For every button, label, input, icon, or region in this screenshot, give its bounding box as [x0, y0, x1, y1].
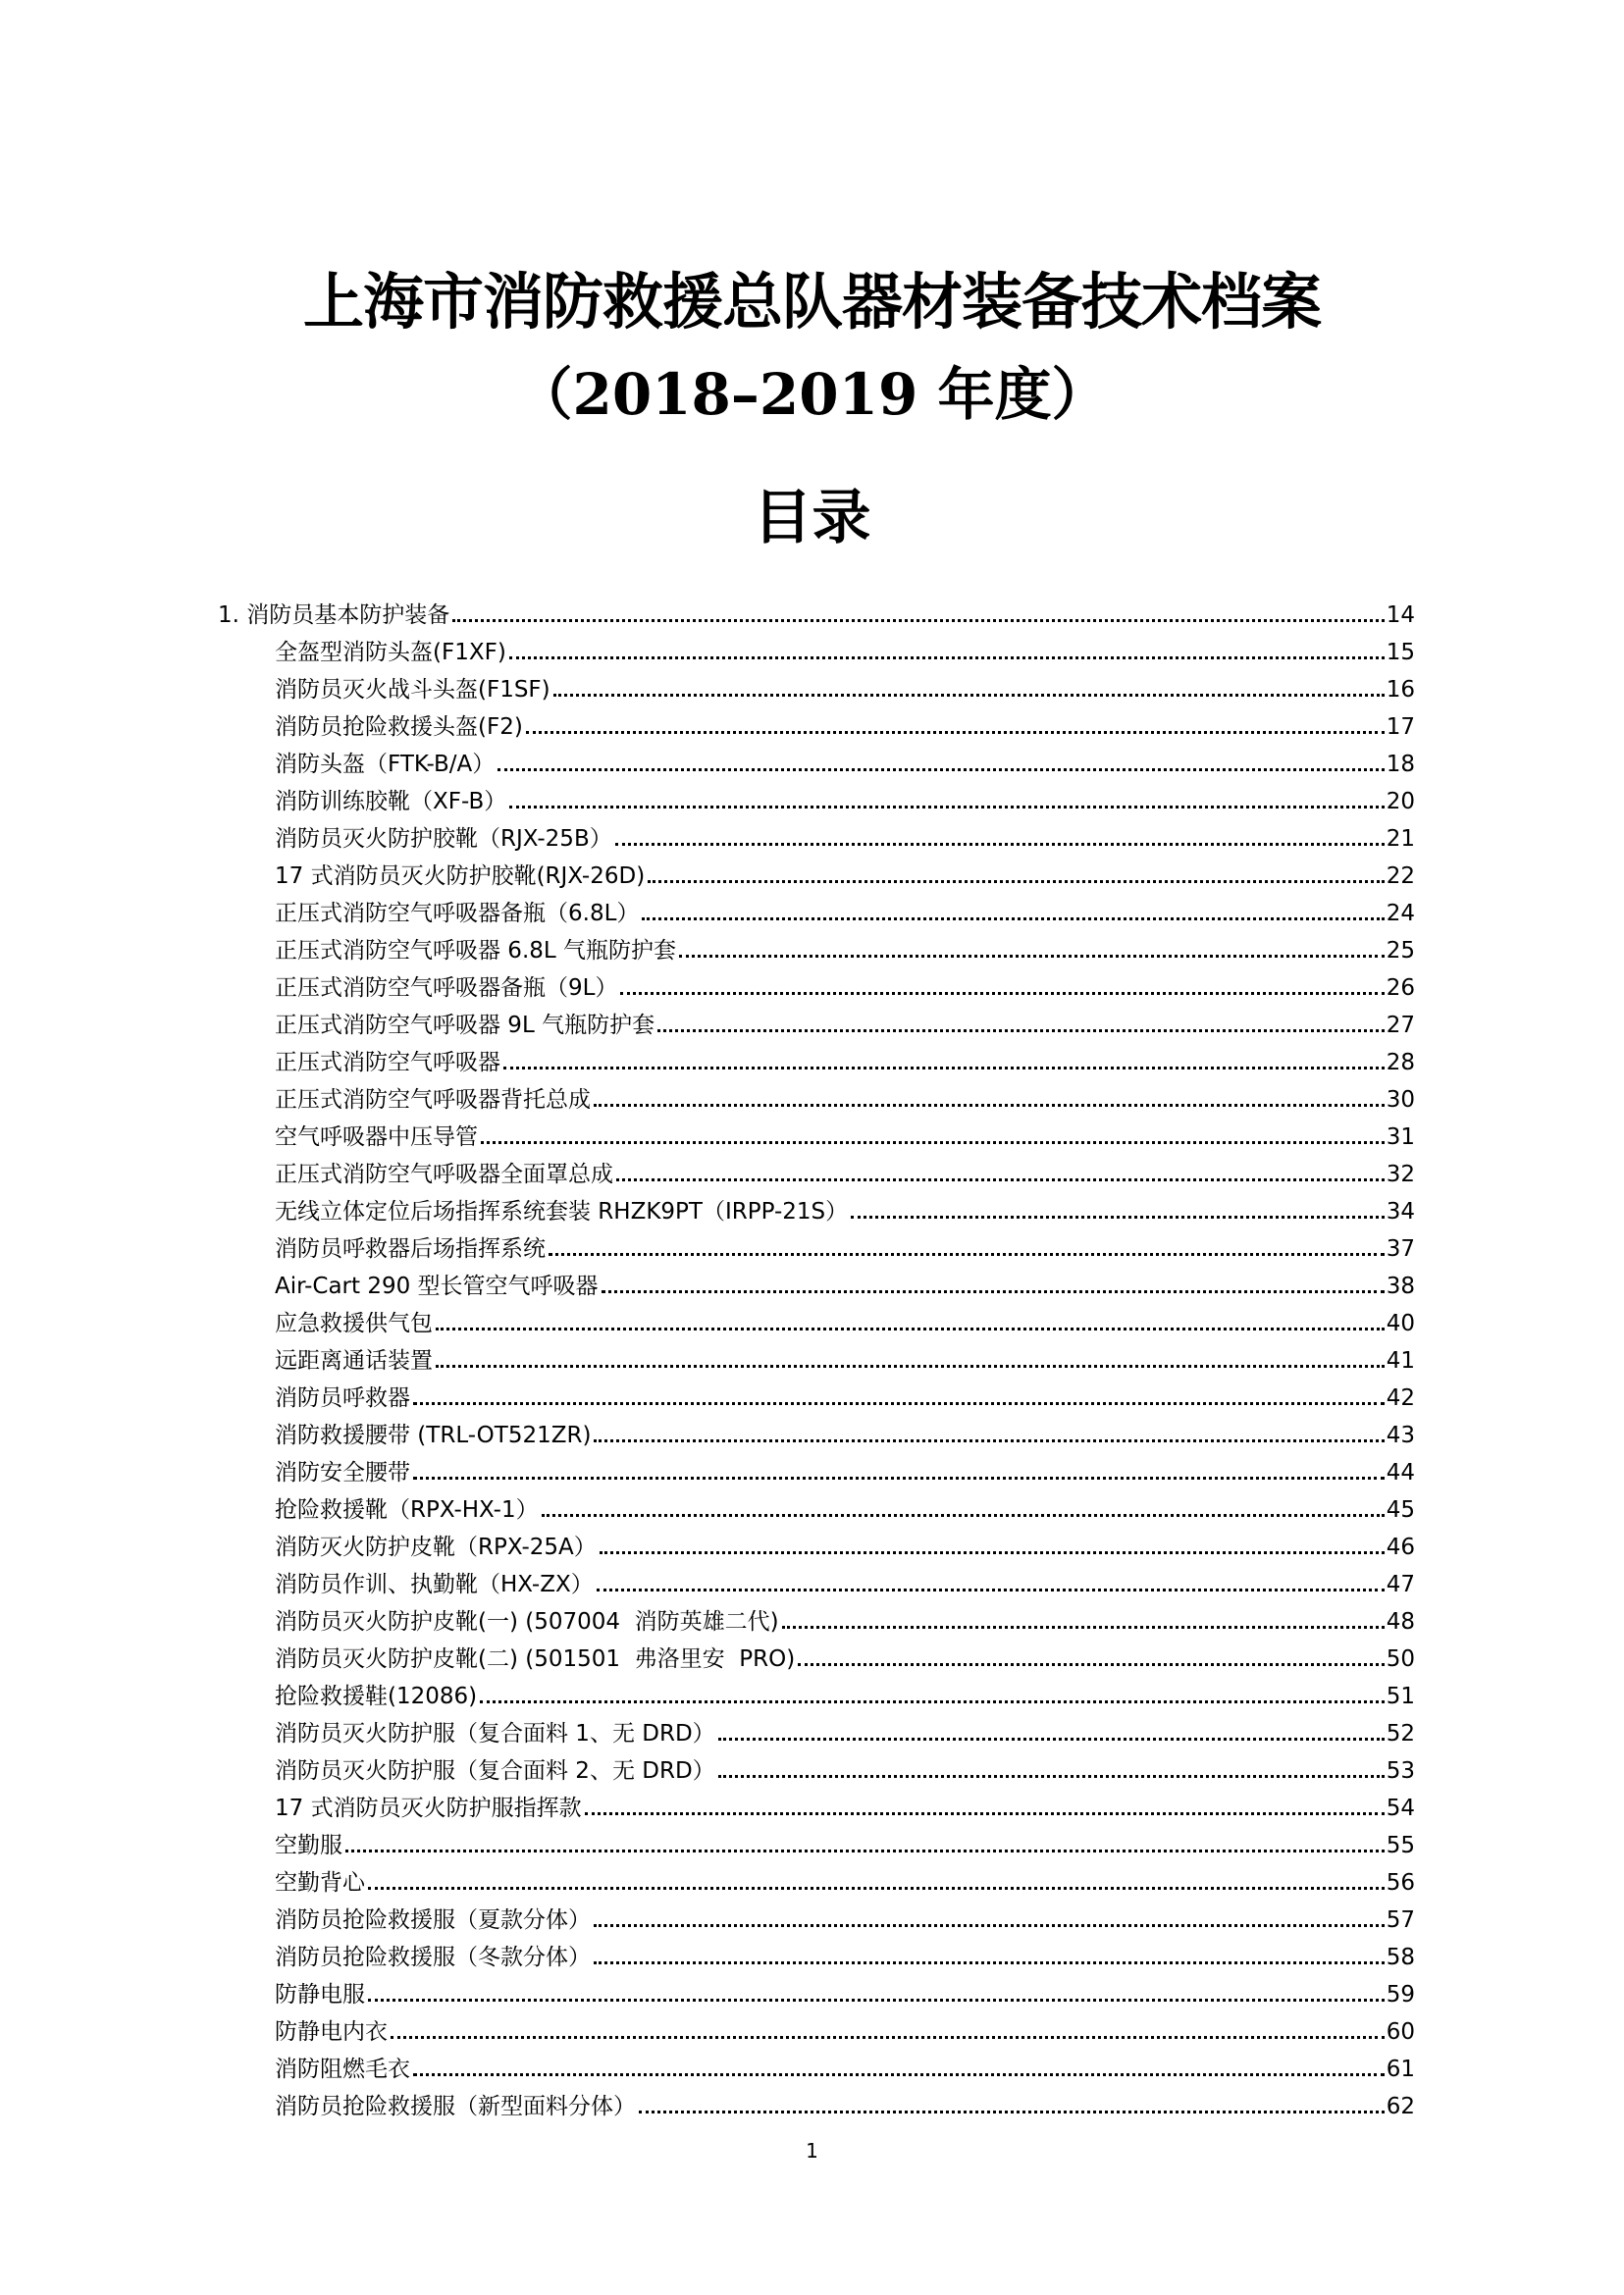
toc-entry-label: 防静电服: [275, 1982, 365, 2008]
toc-entry[interactable]: [218, 630, 1415, 667]
toc-entry-label: 抢险救援靴（RPX-HX-1）: [275, 1497, 539, 1523]
toc-entry-page: 54: [1386, 1796, 1415, 1821]
toc-entry-label: 正压式消防空气呼吸器 6.8L 气瓶防护套: [275, 938, 677, 964]
toc-entry-label: 正压式消防空气呼吸器备瓶（6.8L）: [275, 901, 640, 926]
toc-entry-page: 59: [1386, 1982, 1415, 2008]
toc-entry[interactable]: [218, 1898, 1415, 1935]
dot-leader: [436, 1365, 1385, 1368]
toc-entry-page: 26: [1386, 975, 1415, 1001]
dot-leader: [782, 1626, 1385, 1629]
toc-entry-page: 53: [1386, 1758, 1415, 1784]
toc-entry-label: 1. 消防员基本防护装备: [218, 602, 450, 628]
toc-entry[interactable]: [218, 891, 1415, 928]
toc-entry-page: 34: [1386, 1199, 1415, 1225]
dot-leader: [620, 992, 1384, 995]
document-title: 上海市消防救援总队器材装备技术档案: [302, 266, 1321, 338]
toc-entry-page: 41: [1386, 1348, 1415, 1374]
toc-entry-label: 消防员抢险救援头盔(F2): [275, 714, 523, 740]
dot-leader: [542, 1514, 1385, 1517]
toc-entry-page: 60: [1386, 2019, 1415, 2045]
toc-entry-label: 消防救援腰带 (TRL-OT521ZR): [275, 1423, 592, 1448]
toc-entry-page: 22: [1386, 863, 1415, 889]
toc-entry-label: 消防员抢险救援服（夏款分体）: [275, 1907, 591, 1933]
toc-entry[interactable]: [218, 1599, 1415, 1637]
toc-entry[interactable]: [218, 2084, 1415, 2121]
document-subtitle: （2018–2019 年度）: [515, 361, 1109, 428]
toc-entry-label: 消防员呼救器: [275, 1385, 410, 1411]
toc-entry-page: 57: [1386, 1907, 1415, 1933]
dot-leader: [600, 1551, 1385, 1554]
toc-entry[interactable]: [218, 1189, 1415, 1226]
toc-entry-label: 正压式消防空气呼吸器背托总成: [275, 1087, 591, 1113]
toc-entry-label: 正压式消防空气呼吸器 9L 气瓶防护套: [275, 1013, 655, 1038]
dot-leader: [616, 1178, 1385, 1181]
toc-entry[interactable]: [218, 1860, 1415, 1898]
toc-entry[interactable]: [218, 1562, 1415, 1599]
dot-leader: [597, 1589, 1385, 1591]
dot-leader: [436, 1328, 1385, 1330]
toc-heading: 目录: [753, 484, 871, 552]
toc-entry[interactable]: [218, 1525, 1415, 1562]
toc-entry[interactable]: [218, 2009, 1415, 2047]
toc-entry-page: 56: [1386, 1870, 1415, 1896]
toc-entry[interactable]: [218, 1450, 1415, 1487]
toc-entry-label: 防静电内衣: [275, 2019, 388, 2045]
toc-entry-label: 应急救援供气包: [275, 1311, 433, 1336]
toc-entry-label: 消防员灭火防护服（复合面料 1、无 DRD）: [275, 1721, 715, 1747]
toc-entry[interactable]: [218, 1823, 1415, 1860]
toc-entry[interactable]: [218, 1711, 1415, 1748]
dot-leader: [679, 955, 1385, 958]
toc-entry-label: 消防训练胶靴（XF-B）: [275, 789, 507, 814]
toc-entry-page: 28: [1386, 1050, 1415, 1075]
dot-leader: [851, 1216, 1385, 1219]
toc-entry-label: 正压式消防空气呼吸器全面罩总成: [275, 1162, 613, 1187]
toc-entry-page: 18: [1386, 752, 1415, 777]
toc-entry[interactable]: [218, 854, 1415, 891]
toc-entry-page: 44: [1386, 1460, 1415, 1486]
toc-entry[interactable]: [218, 593, 1415, 630]
toc-entry-label: 正压式消防空气呼吸器备瓶（9L）: [275, 975, 618, 1001]
toc-entry[interactable]: [218, 667, 1415, 704]
toc-entry[interactable]: [218, 1338, 1415, 1376]
dot-leader: [585, 1812, 1385, 1815]
dot-leader: [345, 1850, 1385, 1852]
dot-leader: [503, 1067, 1385, 1069]
dot-leader: [413, 1477, 1385, 1480]
toc-entry[interactable]: [218, 1487, 1415, 1525]
toc-entry-label: 全盔型消防头盔(F1XF): [275, 640, 506, 665]
toc-entry-label: 空气呼吸器中压导管: [275, 1124, 478, 1150]
toc-entry-page: 38: [1386, 1274, 1415, 1299]
toc-entry[interactable]: [218, 1935, 1415, 1972]
toc-entry-page: 32: [1386, 1162, 1415, 1187]
dot-leader: [509, 806, 1384, 808]
toc-entry[interactable]: [218, 704, 1415, 742]
toc-entry-page: 37: [1386, 1236, 1415, 1262]
toc-entry-page: 24: [1386, 901, 1415, 926]
toc-entry[interactable]: [218, 1115, 1415, 1152]
toc-entry-page: 31: [1386, 1124, 1415, 1150]
toc-entry-page: 50: [1386, 1646, 1415, 1672]
dot-leader: [413, 1402, 1385, 1405]
toc-entry-page: 17: [1386, 714, 1415, 740]
dot-leader: [657, 1029, 1385, 1032]
toc-entry-label: 消防员抢险救援服（新型面料分体）: [275, 2094, 636, 2119]
toc-entry[interactable]: [218, 928, 1415, 965]
toc-entry[interactable]: [218, 2047, 1415, 2084]
toc-entry-page: 58: [1386, 1945, 1415, 1970]
toc-entry-page: 27: [1386, 1013, 1415, 1038]
toc-entry[interactable]: [218, 1264, 1415, 1301]
toc-entry-label: 消防阻燃毛衣: [275, 2057, 410, 2082]
toc-entry-page: 30: [1386, 1087, 1415, 1113]
toc-entry-label: 17 式消防员灭火防护服指挥款: [275, 1796, 582, 1821]
toc-entry-label: 消防安全腰带: [275, 1460, 410, 1486]
toc-entry-label: 抢险救援鞋(12086): [275, 1684, 478, 1709]
toc-entry-page: 61: [1386, 2057, 1415, 2082]
dot-leader: [413, 2073, 1385, 2076]
toc-entry-page: 40: [1386, 1311, 1415, 1336]
toc-entry[interactable]: [218, 1226, 1415, 1264]
toc-entry[interactable]: [218, 1301, 1415, 1338]
dot-leader: [526, 731, 1385, 734]
dot-leader: [798, 1663, 1385, 1666]
toc-entry-page: 62: [1386, 2094, 1415, 2119]
page-number: 1: [806, 2139, 818, 2163]
dot-leader: [594, 1439, 1384, 1442]
toc-entry-label: 消防员呼救器后场指挥系统: [275, 1236, 546, 1262]
toc-entry[interactable]: [218, 1040, 1415, 1077]
dot-leader: [602, 1290, 1385, 1293]
toc-entry[interactable]: [218, 779, 1415, 816]
table-of-contents: [218, 593, 1415, 2121]
toc-entry-label: 空勤背心: [275, 1870, 365, 1896]
toc-entry[interactable]: [218, 742, 1415, 779]
dot-leader: [642, 917, 1384, 920]
toc-entry-page: 52: [1386, 1721, 1415, 1747]
toc-entry-page: 42: [1386, 1385, 1415, 1411]
toc-entry-page: 48: [1386, 1609, 1415, 1635]
dot-leader: [718, 1738, 1385, 1741]
toc-entry[interactable]: [218, 1674, 1415, 1711]
toc-entry[interactable]: [218, 1152, 1415, 1189]
toc-entry-page: 51: [1386, 1684, 1415, 1709]
toc-entry-label: 无线立体定位后场指挥系统套装 RHZK9PT（IRPP-21S）: [275, 1199, 849, 1225]
dot-leader: [509, 656, 1385, 659]
toc-entry-label: 远距离通话装置: [275, 1348, 433, 1374]
toc-entry-page: 15: [1386, 640, 1415, 665]
toc-entry-label: 消防头盔（FTK-B/A）: [275, 752, 496, 777]
toc-entry-page: 20: [1386, 789, 1415, 814]
dot-leader: [549, 1253, 1385, 1256]
toc-entry-page: 55: [1386, 1833, 1415, 1858]
toc-entry-label: 正压式消防空气呼吸器: [275, 1050, 500, 1075]
dot-leader: [718, 1775, 1385, 1778]
toc-entry-page: 45: [1386, 1497, 1415, 1523]
toc-entry[interactable]: [218, 816, 1415, 854]
toc-entry[interactable]: [218, 1786, 1415, 1823]
dot-leader: [594, 1924, 1385, 1927]
toc-entry-label: 消防员抢险救援服（冬款分体）: [275, 1945, 591, 1970]
toc-entry[interactable]: [218, 1748, 1415, 1786]
toc-entry[interactable]: [218, 1003, 1415, 1040]
toc-entry-label: Air-Cart 290 型长管空气呼吸器: [275, 1274, 599, 1299]
toc-entry-label: 消防灭火防护皮靴（RPX-25A）: [275, 1535, 597, 1560]
toc-entry-label: 消防员灭火防护皮靴(一) (507004 消防英雄二代): [275, 1609, 779, 1635]
toc-entry-page: 43: [1386, 1423, 1415, 1448]
toc-entry-page: 25: [1386, 938, 1415, 964]
toc-entry[interactable]: [218, 1413, 1415, 1450]
dot-leader: [594, 1961, 1385, 1964]
dot-leader: [368, 1999, 1385, 2002]
toc-entry-page: 21: [1386, 826, 1415, 852]
dot-leader: [481, 1141, 1385, 1144]
toc-entry-page: 47: [1386, 1572, 1415, 1597]
toc-entry-label: 空勤服: [275, 1833, 342, 1858]
toc-entry-label: 消防员灭火防护胶靴（RJX-25B）: [275, 826, 612, 852]
toc-entry-page: 16: [1386, 677, 1415, 703]
toc-entry[interactable]: [218, 965, 1415, 1003]
toc-entry-page: 14: [1386, 602, 1415, 628]
toc-entry[interactable]: [218, 1376, 1415, 1413]
toc-entry-label: 消防员灭火防护服（复合面料 2、无 DRD）: [275, 1758, 715, 1784]
dot-leader: [615, 843, 1385, 846]
toc-entry-page: 46: [1386, 1535, 1415, 1560]
dot-leader: [648, 880, 1385, 883]
toc-entry-label: 消防员作训、执勤靴（HX-ZX）: [275, 1572, 594, 1597]
dot-leader: [480, 1700, 1385, 1703]
dot-leader: [553, 694, 1385, 697]
dot-leader: [594, 1104, 1385, 1107]
toc-entry[interactable]: [218, 1637, 1415, 1674]
toc-entry-label: 消防员灭火防护皮靴(二) (501501 弗洛里安 PRO): [275, 1646, 796, 1672]
dot-leader: [391, 2036, 1385, 2039]
dot-leader: [452, 619, 1384, 622]
dot-leader: [639, 2111, 1385, 2113]
dot-leader: [368, 1887, 1385, 1890]
toc-entry[interactable]: [218, 1972, 1415, 2009]
toc-entry-label: 17 式消防员灭火防护胶靴(RJX-26D): [275, 863, 646, 889]
toc-entry-label: 消防员灭火战斗头盔(F1SF): [275, 677, 550, 703]
dot-leader: [498, 768, 1384, 771]
toc-entry[interactable]: [218, 1077, 1415, 1115]
